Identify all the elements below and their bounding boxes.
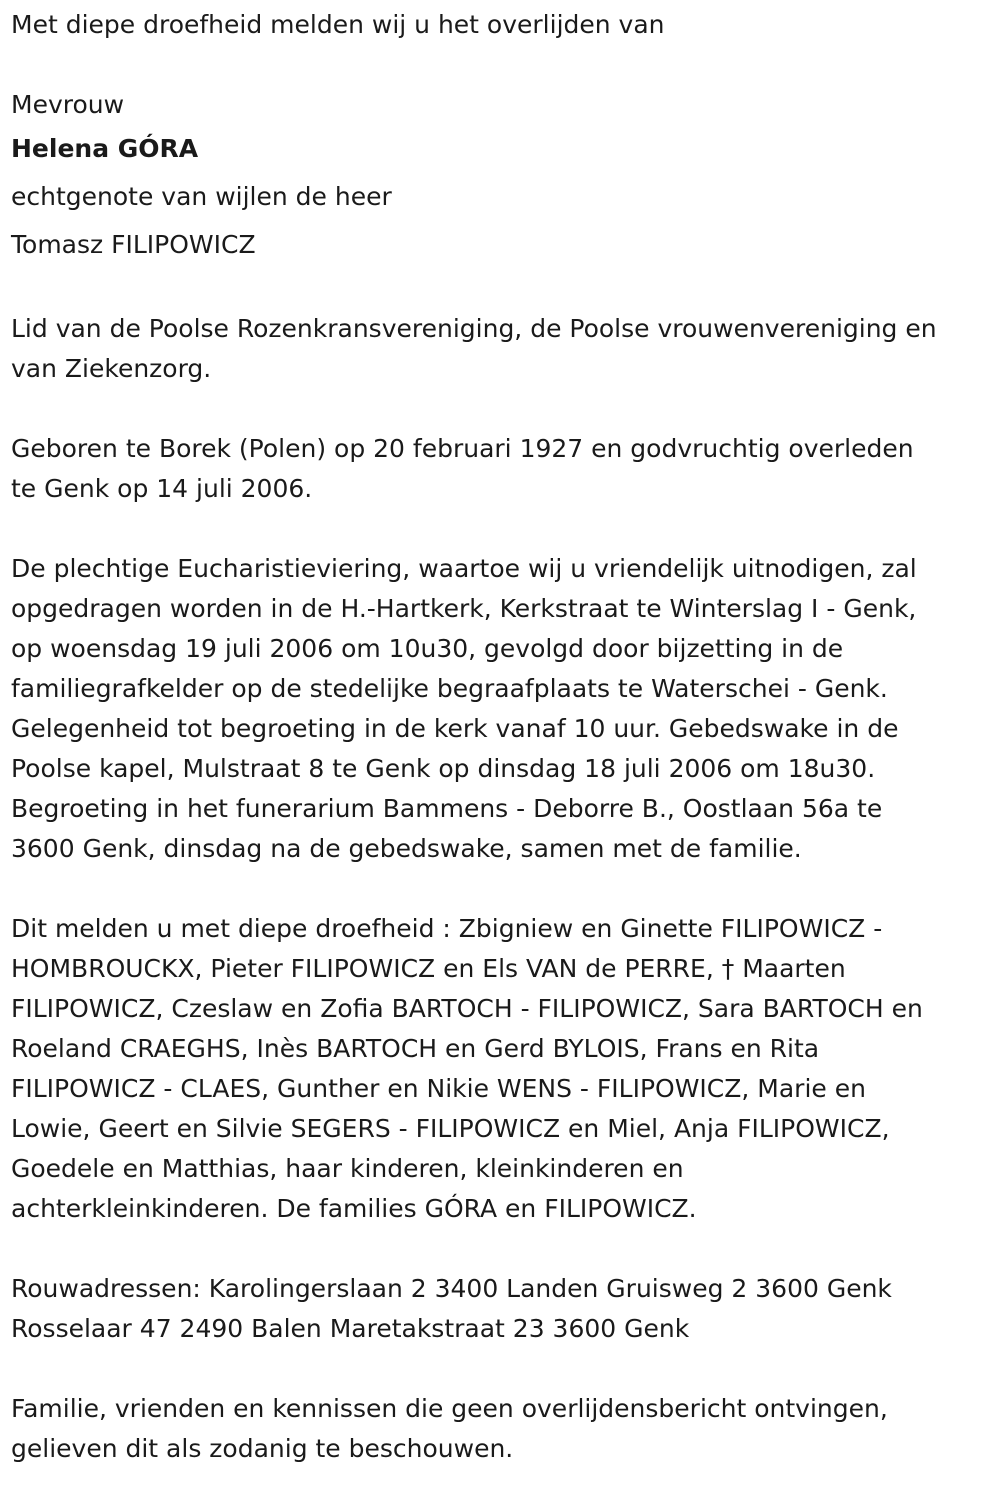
ceremony-line: Poolse kapel, Mulstraat 8 te Genk op dinsdag 18 juli 2006 om 18u30. xyxy=(11,754,876,783)
birth-death-paragraph xyxy=(11,429,990,509)
ceremony-line: 3600 Genk, dinsdag na de gebedswake, samen met de familie. xyxy=(11,834,802,863)
closing-paragraph xyxy=(11,1389,990,1469)
spacer xyxy=(11,1229,990,1269)
birth-death-line: te Genk op 14 juli 2006. xyxy=(11,474,313,503)
ceremony-line: opgedragen worden in de H.-Hartkerk, Kerkstraat te Winterslag I - Genk, xyxy=(11,594,917,623)
family-line: Roeland CRAEGHS, Inès BARTOCH en Gerd BYLOIS, Frans en Rita xyxy=(11,1034,820,1063)
spacer xyxy=(11,389,990,429)
spouse-line-2: Tomasz FILIPOWICZ xyxy=(11,230,256,259)
address-line: Rouwadressen: Karolingerslaan 2 3400 Landen Gruisweg 2 3600 Genk xyxy=(11,1274,892,1303)
intro-text: Met diepe droefheid melden wij u het overlijden van xyxy=(11,10,665,39)
ceremony-line: Gelegenheid tot begroeting in de kerk vanaf 10 uur. Gebedswake in de xyxy=(11,714,899,743)
ceremony-line: op woensdag 19 juli 2006 om 10u30, gevolgd door bijzetting in de xyxy=(11,634,844,663)
membership-line: Lid van de Poolse Rozenkransvereniging, de Poolse vrouwenvereniging en xyxy=(11,314,937,343)
family-line: FILIPOWICZ - CLAES, Gunther en Nikie WENS - FILIPOWICZ, Marie en xyxy=(11,1074,866,1103)
spouse-line-1: echtgenote van wijlen de heer xyxy=(11,182,392,211)
ceremony-paragraph xyxy=(11,549,990,869)
ceremony-line: familiegrafkelder op de stedelijke begraafplaats te Waterschei - Genk. xyxy=(11,674,888,703)
family-line: Dit melden u met diepe droefheid : Zbigniew en Ginette FILIPOWICZ - xyxy=(11,914,883,943)
ceremony-line: Begroeting in het funerarium Bammens - Deborre B., Oostlaan 56a te xyxy=(11,794,883,823)
spacer xyxy=(11,509,990,549)
family-line: achterkleinkinderen. De families GÓRA en FILIPOWICZ. xyxy=(11,1194,697,1223)
membership-paragraph xyxy=(11,309,990,389)
family-line: FILIPOWICZ, Czeslaw en Zofia BARTOCH - FILIPOWICZ, Sara BARTOCH en xyxy=(11,994,923,1023)
spacer xyxy=(11,45,990,85)
family-line: Lowie, Geert en Silvie SEGERS - FILIPOWICZ en Miel, Anja FILIPOWICZ, xyxy=(11,1114,890,1143)
closing-line: gelieven dit als zodanig te beschouwen. xyxy=(11,1434,514,1463)
membership-line: van Ziekenzorg. xyxy=(11,354,212,383)
birth-death-line: Geboren te Borek (Polen) op 20 februari 1927 en godvruchtig overleden xyxy=(11,434,914,463)
honorific: Mevrouw xyxy=(11,90,125,119)
spacer xyxy=(11,269,990,309)
address-line: Rosselaar 47 2490 Balen Maretakstraat 23 3600 Genk xyxy=(11,1314,690,1343)
deceased-name: Helena GÓRA xyxy=(11,134,199,163)
addresses-paragraph xyxy=(11,1269,990,1349)
spacer xyxy=(11,869,990,909)
family-line: HOMBROUCKX, Pieter FILIPOWICZ en Els VAN de PERRE, † Maarten xyxy=(11,954,846,983)
ceremony-line: De plechtige Eucharistieviering, waartoe wij u vriendelijk uitnodigen, zal xyxy=(11,554,917,583)
closing-line: Familie, vrienden en kennissen die geen overlijdensbericht ontvingen, xyxy=(11,1394,888,1423)
family-line: Goedele en Matthias, haar kinderen, kleinkinderen en xyxy=(11,1154,684,1183)
deceased-block xyxy=(11,85,990,269)
family-paragraph xyxy=(11,909,990,1229)
spacer xyxy=(11,1349,990,1389)
